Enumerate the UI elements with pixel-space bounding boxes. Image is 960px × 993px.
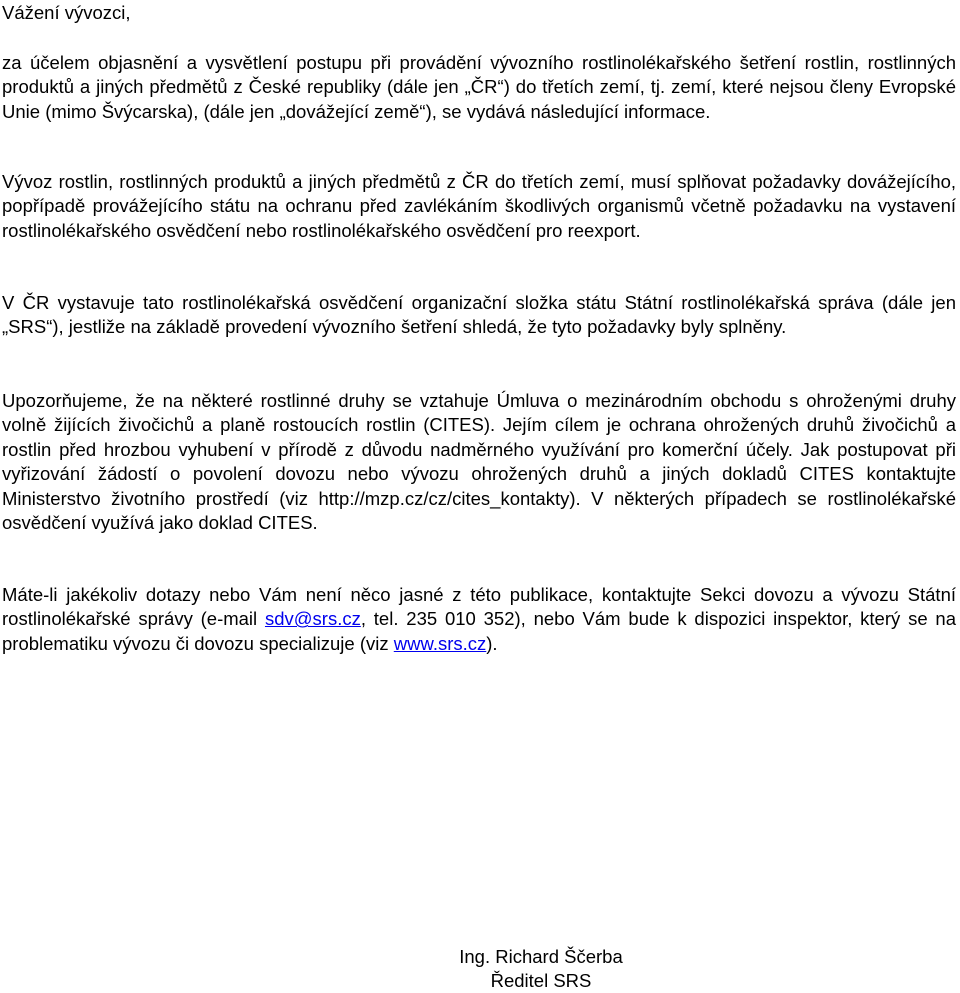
signature-block: [0, 945, 960, 993]
signatory-name: Ing. Richard Ščerba: [459, 946, 623, 967]
contact-text-part2: , tel. 235 010 352), nebo Vám bude k dispozici inspektor, který se na problematiku vývozu či dovozu specializuje (viz: [2, 608, 956, 654]
contact-text-part3: ).: [486, 632, 498, 654]
paragraph-export-requirements: Vývoz rostlin, rostlinných produktů a jiných předmětů z ČR do třetích zemí, musí splňovat požadavky dovážejícího, popřípadě provážejícího státu na ochranu před zavlékáním škodlivých organismů včetně požadavku na vystavení rostlinolékařského osvědčení nebo rostlinolékařského osvědčení pro reexport.: [2, 171, 956, 241]
contact-text-part1: Máte-li jakékoliv dotazy nebo Vám není něco jasné z této publikace, kontaktujte Sekci dovozu a vývozu Státní rostlinolékařské správy (e-mail: [2, 584, 956, 630]
paragraph-contact: [2, 583, 956, 656]
signatory-title: Ředitel SRS: [490, 970, 592, 991]
email-link[interactable]: sdv@srs.cz: [264, 608, 361, 630]
salutation: Vážení vývozci,: [2, 2, 131, 23]
website-link[interactable]: www.srs.cz: [393, 632, 487, 654]
paragraph-certificates: V ČR vystavuje tato rostlinolékařská osvědčení organizační složka státu Státní rostlinolékařská správa (dále jen „SRS“), jestliže na základě provedení vývozního šetření shledá, že tyto požadavky byly splněny.: [2, 292, 956, 338]
paragraph-intro: za účelem objasnění a vysvětlení postupu při provádění vývozního rostlinolékařského šetření rostlin, rostlinných produktů a jiných předmětů z České republiky (dále jen „ČR“) do třetích zemí, tj. zemí, které nejsou členy Evropské Unie (mimo Švýcarska), (dále jen „dovážející země“), se vydává následující informace.: [2, 52, 956, 122]
paragraph-cites: Upozorňujeme, že na některé rostlinné druhy se vztahuje Úmluva o mezinárodním obchodu s ohroženými druhy volně žijících živočichů a planě rostoucích rostlin (CITES). Jejím cílem je ochrana ohrožených druhů živočichů a rostlin před hrozbou vyhubení v přírodě z důvodu nadměrného využívání pro komerční účely. Jak postupovat při vyřizování žádostí o povolení dovozu nebo vývozu ohrožených druhů a jiných dokladů CITES kontaktujte Ministerstvo životního prostředí (viz http://mzp.cz/cz/cites_kontakty). V některých případech se rostlinolékařské osvědčení využívá jako doklad CITES.: [2, 390, 956, 534]
